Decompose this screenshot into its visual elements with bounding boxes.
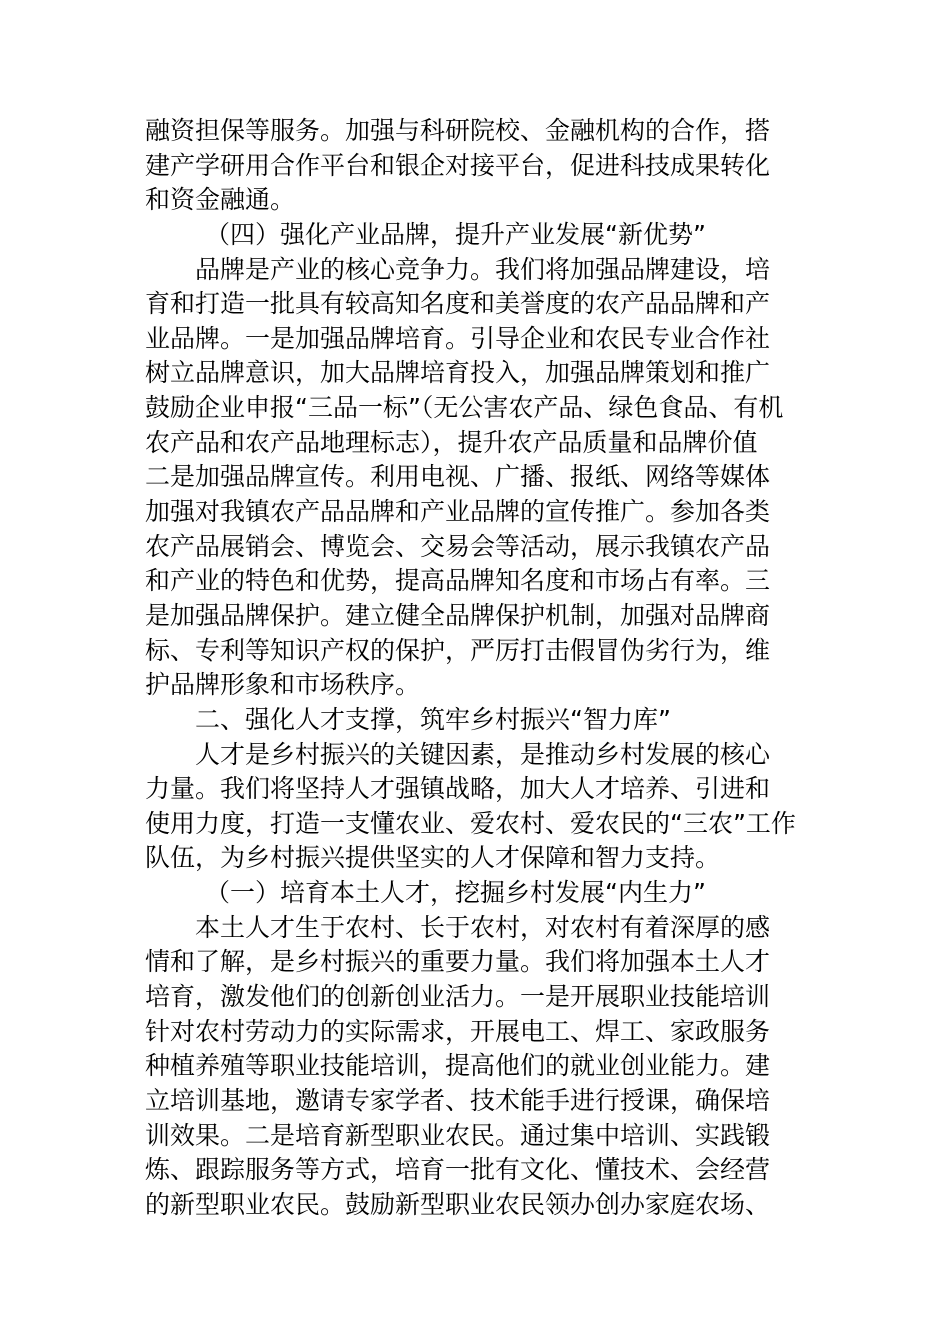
text-line: 建产学研用合作平台和银企对接平台，促进科技成果转化 xyxy=(145,150,771,180)
text-line: 农产品和农产品地理标志），提升农产品质量和品牌价值 xyxy=(145,427,758,457)
text-line: 业品牌。一是加强品牌培育。引导企业和农民专业合作社 xyxy=(145,323,771,353)
paragraph-first-line: 本土人才生于农村、长于农村，对农村有着深厚的感 xyxy=(195,912,771,942)
text-line: 农产品展销会、博览会、交易会等活动，展示我镇农产品 xyxy=(145,531,771,561)
text-line: 培育，激发他们的创新创业活力。一是开展职业技能培训 xyxy=(145,982,771,1012)
text-line: 力量。我们将坚持人才强镇战略，加大人才培养、引进和 xyxy=(145,774,771,804)
section-heading: （一）培育本土人才，挖掘乡村发展“内生力” xyxy=(205,878,706,908)
text-line: 树立品牌意识，加大品牌培育投入，加强品牌策划和推广 xyxy=(145,358,771,388)
text-line: 育和打造一批具有较高知名度和美誉度的农产品品牌和产 xyxy=(145,289,771,319)
text-line: 情和了解，是乡村振兴的重要力量。我们将加强本土人才 xyxy=(145,947,771,977)
text-line: 立培训基地，邀请专家学者、技术能手进行授课，确保培 xyxy=(145,1085,771,1115)
text-line: 护品牌形象和市场秩序。 xyxy=(145,670,421,700)
text-line: 的新型职业农民。鼓励新型职业农民领办创办家庭农场、 xyxy=(145,1189,771,1219)
text-line: 训效果。二是培育新型职业农民。通过集中培训、实践锻 xyxy=(145,1120,771,1150)
text-line: 标、专利等知识产权的保护，严厉打击假冒伪劣行为，维 xyxy=(145,635,771,665)
text-line: 队伍，为乡村振兴提供坚实的人才保障和智力支持。 xyxy=(145,843,721,873)
text-line: 炼、跟踪服务等方式，培育一批有文化、懂技术、会经营 xyxy=(145,1155,771,1185)
text-line: 种植养殖等职业技能培训，提高他们的就业创业能力。建 xyxy=(145,1051,771,1081)
text-line: 针对农村劳动力的实际需求，开展电工、焊工、家政服务 xyxy=(145,1016,771,1046)
text-line: 是加强品牌保护。建立健全品牌保护机制，加强对品牌商 xyxy=(145,600,771,630)
section-heading: 二、强化人才支撑，筑牢乡村振兴“智力库” xyxy=(195,704,671,734)
section-heading: （四）强化产业品牌，提升产业发展“新优势” xyxy=(205,219,706,249)
document-body xyxy=(145,114,810,1223)
text-line: 和资金融通。 xyxy=(145,185,296,215)
paragraph-first-line: 人才是乡村振兴的关键因素，是推动乡村发展的核心 xyxy=(195,739,771,769)
text-line: 使用力度，打造一支懂农业、爱农村、爱农民的“三农”工作 xyxy=(145,808,796,838)
text-line: 融资担保等服务。加强与科研院校、金融机构的合作，搭 xyxy=(145,116,771,145)
text-line: 二是加强品牌宣传。利用电视、广播、报纸、网络等媒体 xyxy=(145,462,771,492)
paragraph-first-line: 品牌是产业的核心竞争力。我们将加强品牌建设，培 xyxy=(195,254,771,284)
text-line: 和产业的特色和优势，提高品牌知名度和市场占有率。三 xyxy=(145,566,771,596)
text-line: 鼓励企业申报“三品一标”（无公害农产品、绿色食品、有机 xyxy=(145,393,784,423)
text-line: 加强对我镇农产品品牌和产业品牌的宣传推广。参加各类 xyxy=(145,497,771,527)
